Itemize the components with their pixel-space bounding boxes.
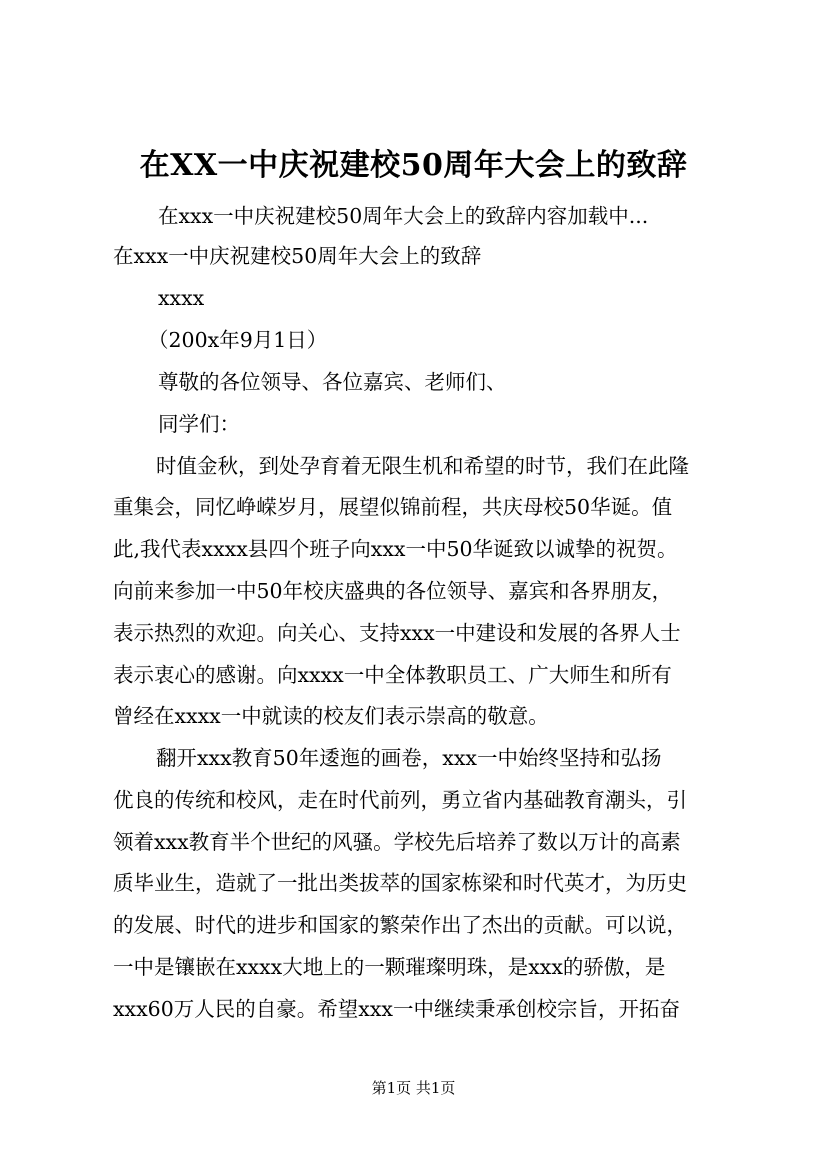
body-line: xxxx (158, 286, 205, 310)
body-line: 向前来参加一中50年校庆盛典的各位领导、嘉宾和各界朋友， (113, 579, 673, 603)
body-line: 的发展、时代的进步和国家的繁荣作出了杰出的贡献。可以说， (113, 913, 687, 937)
body-line: 曾经在xxxx一中就读的校友们表示崇高的敬意。 (113, 704, 549, 728)
body-line: 领着xxx教育半个世纪的风骚。学校先后培养了数以万计的高素 (113, 830, 681, 854)
body-line: 时值金秋，到处孕育着无限生机和希望的时节，我们在此隆 (156, 454, 689, 478)
body-line: 一中是镶嵌在xxxx大地上的一颗璀璨明珠，是xxx的骄傲，是 (113, 955, 666, 979)
body-line: 优良的传统和校风，走在时代前列，勇立省内基础教育潮头，引 (113, 788, 687, 812)
body-line: 在xxx一中庆祝建校50周年大会上的致辞内容加载中... (158, 204, 649, 228)
body-line: 尊敬的各位领导、各位嘉宾、老师们、 (158, 370, 507, 394)
body-line: 翻开xxx教育50年逶迤的画卷，xxx一中始终坚持和弘扬 (156, 746, 662, 770)
body-line: 同学们： (158, 412, 240, 436)
body-line: xxx60万人民的自豪。希望xxx一中继续秉承创校宗旨，开拓奋 (113, 997, 680, 1021)
body-line: 表示热烈的欢迎。向关心、支持xxx一中建设和发展的各界人士 (113, 621, 681, 645)
document-title: 在XX一中庆祝建校50周年大会上的致辞 (139, 148, 688, 183)
body-line: 在xxx一中庆祝建校50周年大会上的致辞 (113, 244, 482, 268)
body-line: 质毕业生，造就了一批出类拔萃的国家栋梁和时代英才，为历史 (113, 871, 687, 895)
body-line: 此,我代表xxxx县四个班子向xxx一中50华诞致以诚挚的祝贺。 (113, 537, 678, 561)
body-line: （200x年9月1日） (148, 328, 328, 352)
body-line: 重集会，同忆峥嵘岁月，展望似锦前程，共庆母校50华诞。值 (113, 495, 673, 519)
body-line: 表示衷心的感谢。向xxxx一中全体教职员工、广大师生和所有 (113, 663, 672, 687)
page-footer: 第1页 共1页 (371, 1079, 456, 1097)
